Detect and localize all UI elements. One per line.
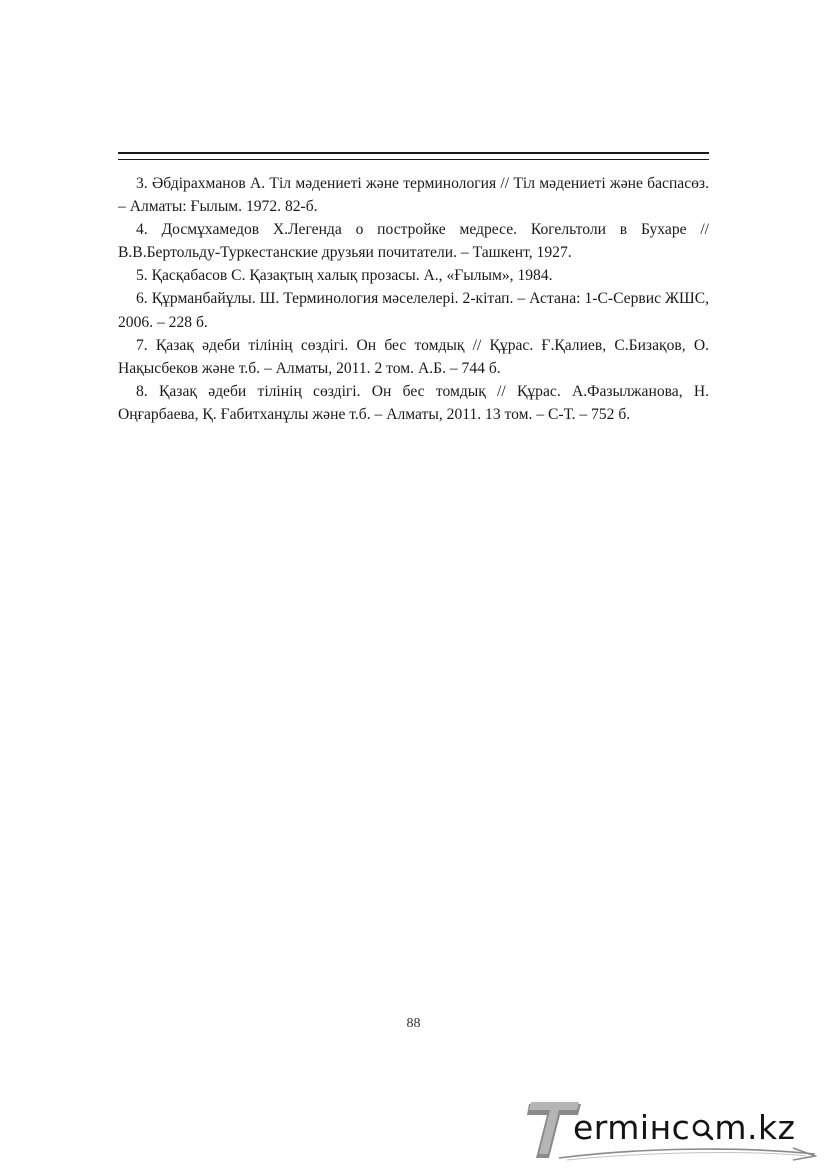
reference-item — [118, 334, 709, 380]
reference-text: Әбдірахманов А. Тіл мәдениеті және терминология // Тіл мәдениеті және баспасөз. – Алматы: Ғылым. 1972. 82-б. — [118, 175, 709, 216]
termincom-logo — [527, 1100, 817, 1162]
reference-item — [118, 218, 709, 264]
reference-number: 5. — [136, 267, 148, 285]
reference-item — [118, 264, 709, 287]
references-list — [118, 172, 709, 426]
reference-item — [118, 380, 709, 426]
page-number: 88 — [406, 1016, 421, 1031]
logo-wordmark — [573, 1108, 795, 1148]
reference-number: 7. — [136, 336, 148, 354]
logo-text-before: ermінc — [573, 1108, 691, 1147]
reference-number: 4. — [136, 221, 148, 239]
header-rule-thin — [118, 159, 709, 160]
reference-number: 8. — [136, 382, 148, 400]
reference-text: Құрманбайұлы. Ш. Терминология мәселелері. 2-кітап. – Астана: 1-С-Сервис ЖШС, 2006. – 228 б. — [118, 290, 709, 331]
reference-text: Досмұхамедов Х.Легенда о постройке медресе. Когельтоли в Бухаре // В.В.Бертольду-Туркестанские друзьяи почитатели. – Ташкент, 1927. — [118, 221, 709, 262]
reference-item — [118, 172, 709, 218]
reference-text: Қазақ әдеби тілінің сөздігі. Он бес томдық // Құрас. Ғ.Қалиев, С.Бизақов, О. Нақысбеков және т.б. – Алматы, 2011. 2 том. А.Б. – 744 б. — [118, 336, 709, 377]
header-rule-thick — [118, 152, 709, 154]
reference-item — [118, 287, 709, 333]
reference-text: Қасқабасов С. Қазақтың халық прозасы. А., «Ғылым», 1984. — [151, 267, 553, 285]
reference-number: 3. — [136, 175, 148, 192]
logo-text-after: m.kz — [714, 1108, 796, 1147]
magnifier-icon — [691, 1109, 713, 1131]
logo-swoosh-icon — [557, 1144, 817, 1162]
reference-number: 6. — [136, 290, 148, 308]
header-double-rule — [118, 152, 709, 161]
reference-text: Қазақ әдеби тілінің сөздігі. Он бес томдық // Құрас. А.Фазылжанова, Н. Оңғарбаева, Қ. Ғабитханұлы және т.б. – Алматы, 2011. 13 том. – С-Т. – 752 б. — [118, 382, 710, 423]
